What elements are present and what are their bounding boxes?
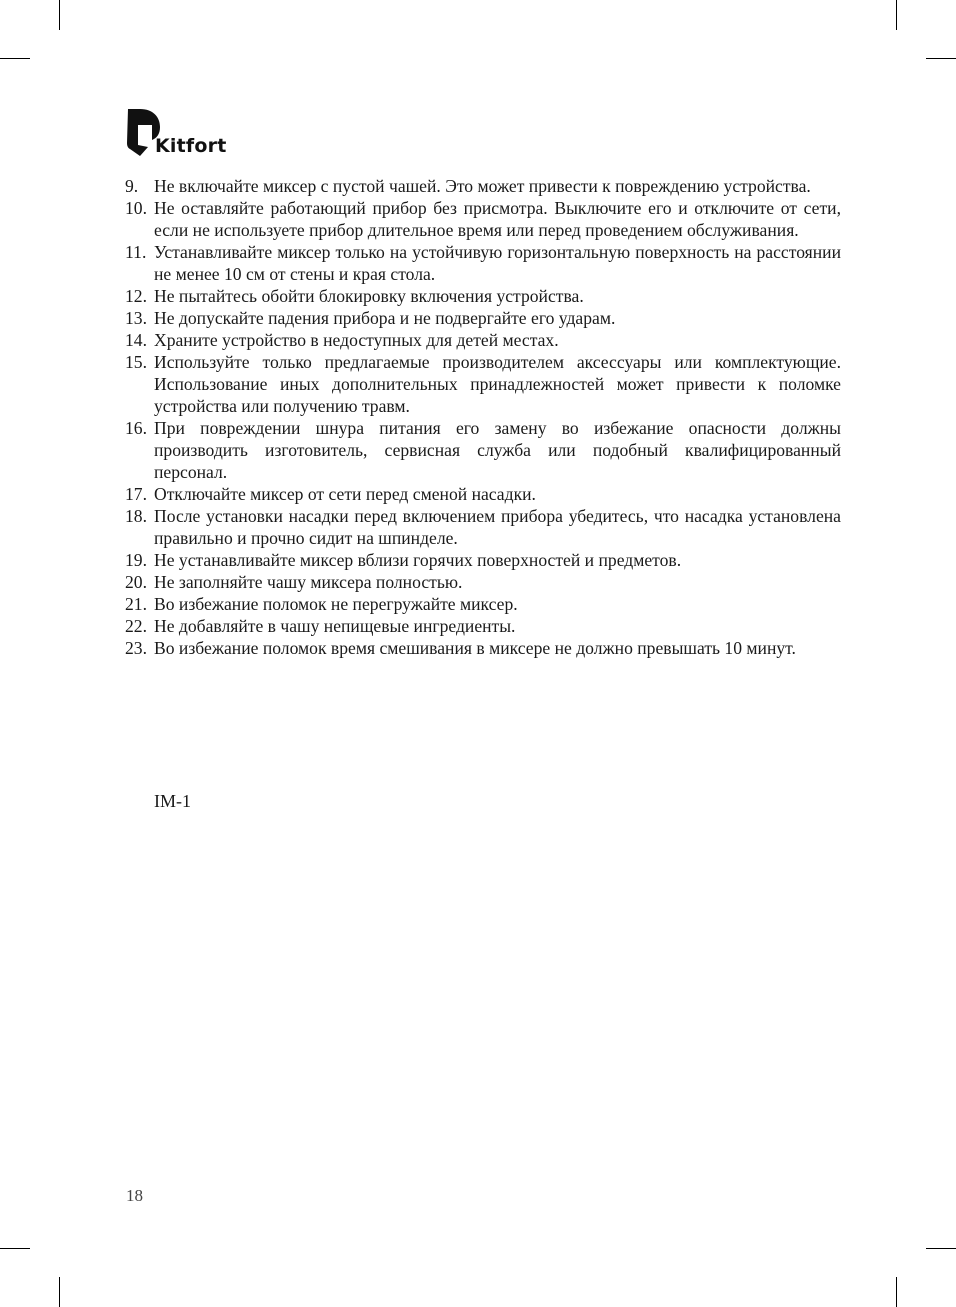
kitfort-logo (126, 109, 236, 159)
model-code: IM-1 (154, 791, 191, 811)
crop-mark (926, 1248, 956, 1249)
item-text: Во избежание поломок не перегружайте миксер. (154, 594, 518, 614)
list-item (125, 417, 841, 483)
item-text: Отключайте миксер от сети перед сменой насадки. (154, 484, 536, 504)
item-text: Не пытайтесь обойти блокировку включения устройства. (154, 286, 584, 306)
item-number: 13. (125, 308, 147, 328)
list-item (125, 329, 841, 351)
list-item (125, 505, 841, 549)
item-number: 20. (125, 572, 147, 592)
item-text: Не оставляйте работающий прибор без присмотра. Выключите его и отключите от сети, если не используете прибор длительное время или перед проведением обслуживания. (154, 198, 841, 240)
item-number: 10. (125, 198, 147, 218)
item-text: Не заполняйте чашу миксера полностью. (154, 572, 463, 592)
item-number: 18. (125, 506, 147, 526)
crop-mark (896, 0, 897, 30)
list-item (125, 593, 841, 615)
list-item (125, 241, 841, 285)
item-number: 16. (125, 418, 147, 438)
item-text: Во избежание поломок время смешивания в миксере не должно превышать 10 минут. (154, 638, 796, 658)
item-number: 9. (125, 176, 139, 196)
item-text: Используйте только предлагаемые производителем аксессуары или комплектующие. Использование иных дополнительных принадлежностей может привести к поломке устройства или получению травм. (154, 352, 841, 416)
list-item (125, 483, 841, 505)
item-number: 19. (125, 550, 147, 570)
page-number: 18 (126, 1186, 143, 1205)
list-item (125, 197, 841, 241)
item-text: Не устанавливайте миксер вблизи горячих поверхностей и предметов. (154, 550, 682, 570)
item-number: 12. (125, 286, 147, 306)
crop-mark (896, 1277, 897, 1307)
item-text: Не допускайте падения прибора и не подвергайте его ударам. (154, 308, 616, 328)
list-item (125, 549, 841, 571)
item-text: При повреждении шнура питания его замену во избежание опасности должны производить изготовитель, сервисная служба или подобный квалифицированный персонал. (154, 418, 841, 482)
list-item (125, 285, 841, 307)
item-text: Не включайте миксер с пустой чашей. Это может привести к повреждению устройства. (154, 176, 811, 196)
item-number: 23. (125, 638, 147, 658)
crop-mark (59, 1277, 60, 1307)
list-item (125, 637, 841, 659)
list-item (125, 571, 841, 593)
list-item (125, 615, 841, 637)
crop-mark (59, 0, 60, 30)
crop-mark (0, 1248, 30, 1249)
list-item (125, 351, 841, 417)
item-number: 14. (125, 330, 147, 350)
item-text: Устанавливайте миксер только на устойчивую горизонтальную поверхность на расстоянии не менее 10 см от стены и края стола. (154, 242, 841, 284)
crop-mark (0, 58, 30, 59)
item-text: Не добавляйте в чашу непищевые ингредиенты. (154, 616, 516, 636)
brand-name: Kitfort (155, 135, 227, 157)
safety-instructions-list (125, 175, 841, 659)
item-number: 11. (125, 242, 147, 262)
list-item (125, 175, 841, 197)
item-number: 21. (125, 594, 147, 614)
item-text: Храните устройство в недоступных для детей местах. (154, 330, 559, 350)
item-number: 17. (125, 484, 147, 504)
crop-mark (926, 58, 956, 59)
list-item (125, 307, 841, 329)
item-text: После установки насадки перед включением прибора убедитесь, что насадка установлена правильно и прочно сидит на шпинделе. (154, 506, 841, 548)
item-number: 15. (125, 352, 147, 372)
item-number: 22. (125, 616, 147, 636)
